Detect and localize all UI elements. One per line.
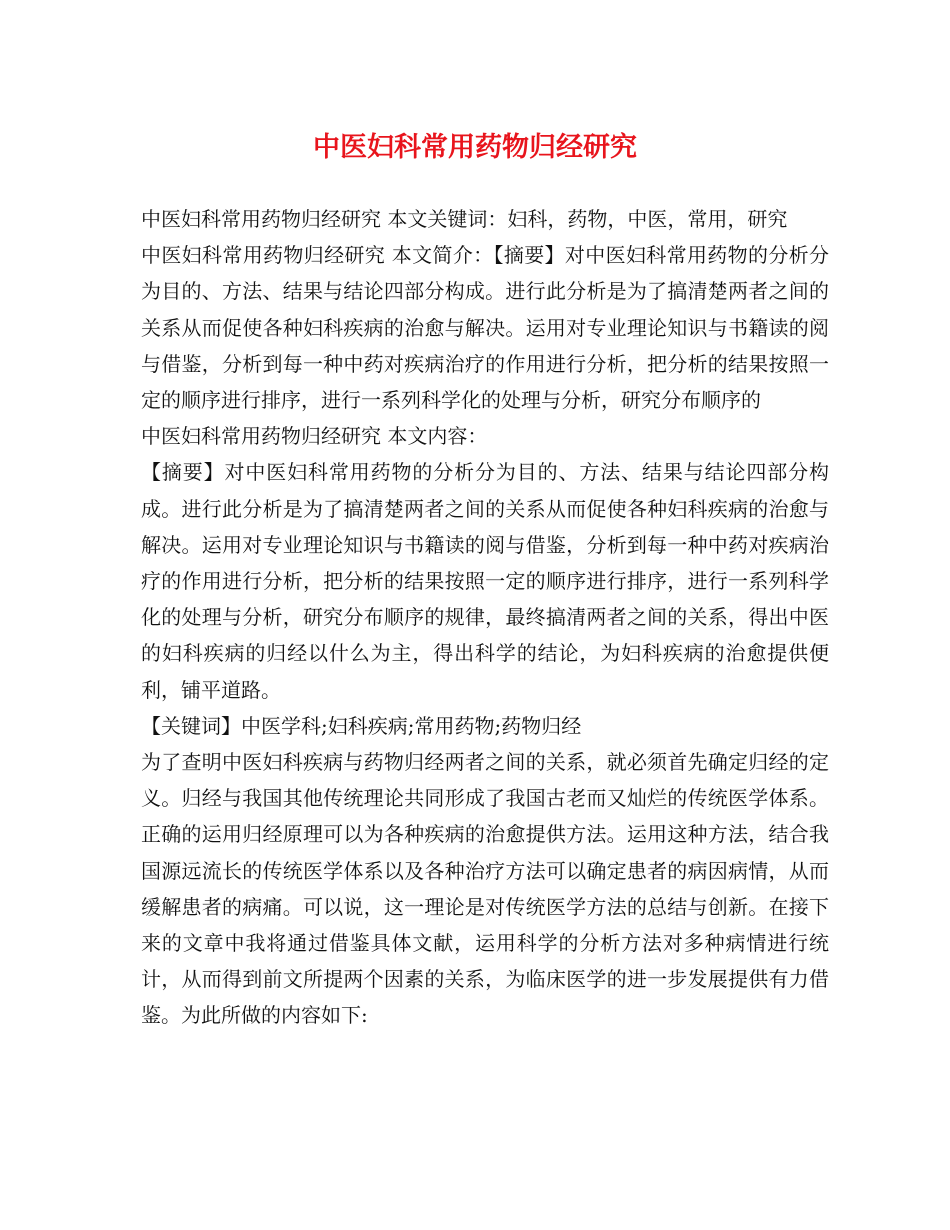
keywords-list-paragraph: 【关键词】中医学科;妇科疾病;常用药物;药物归经 — [141, 713, 582, 738]
keywords-paragraph: 中医妇科常用药物归经研究 本文关键词：妇科，药物，中医，常用，研究 — [141, 207, 788, 231]
document-body — [141, 201, 829, 1034]
content-heading-paragraph: 中医妇科常用药物归经研究 本文内容： — [141, 424, 488, 449]
introduction-paragraph: 为了查明中医妇科疾病与药物归经两者之间的关系，就必须首先确定归经的定义。归经与我国其他传统理论共同形成了我国古老而又灿烂的传统医学体系。正确的运用归经原理可以为各种疾病的治愈提供方法。运用这种方法，结合我国源远流长的传统医学体系以及各种治疗方法可以确定患者的病因病情，从而缓解患者的病痛。可以说，这一理论是对传统医学方法的总结与创新。在接下来的文章中我将通过借鉴具体文献，运用科学的分析方法对多种病情进行统计，从而得到前文所提两个因素的关系，为临床医学的进一步发展提供有力借鉴。为此所做的内容如下: — [141, 750, 829, 1028]
summary-paragraph: 中医妇科常用药物归经研究 本文简介：【摘要】对中医妇科常用药物的分析分为目的、方法、结果与结论四部分构成。进行此分析是为了搞清楚两者之间的关系从而促使各种妇科疾病的治愈与解决。运用对专业理论知识与书籍读的阅与借鉴，分析到每一种中药对疾病治疗的作用进行分析，把分析的结果按照一定的顺序进行排序，进行一系列科学化的处理与分析，研究分布顺序的 — [141, 243, 829, 413]
document-title: 中医妇科常用药物归经研究 — [313, 132, 637, 163]
abstract-paragraph: 【摘要】对中医妇科常用药物的分析分为目的、方法、结果与结论四部分构成。进行此分析是为了搞清楚两者之间的关系从而促使各种妇科疾病的治愈与解决。运用对专业理论知识与书籍读的阅与借鉴，分析到每一种中药对疾病治疗的作用进行分析，把分析的结果按照一定的顺序进行排序，进行一系列科学化的处理与分析，研究分布顺序的规律，最终搞清两者之间的关系，得出中医的妇科疾病的归经以什么为主，得出科学的结论，为妇科疾病的治愈提供便利，铺平道路。 — [141, 460, 829, 702]
